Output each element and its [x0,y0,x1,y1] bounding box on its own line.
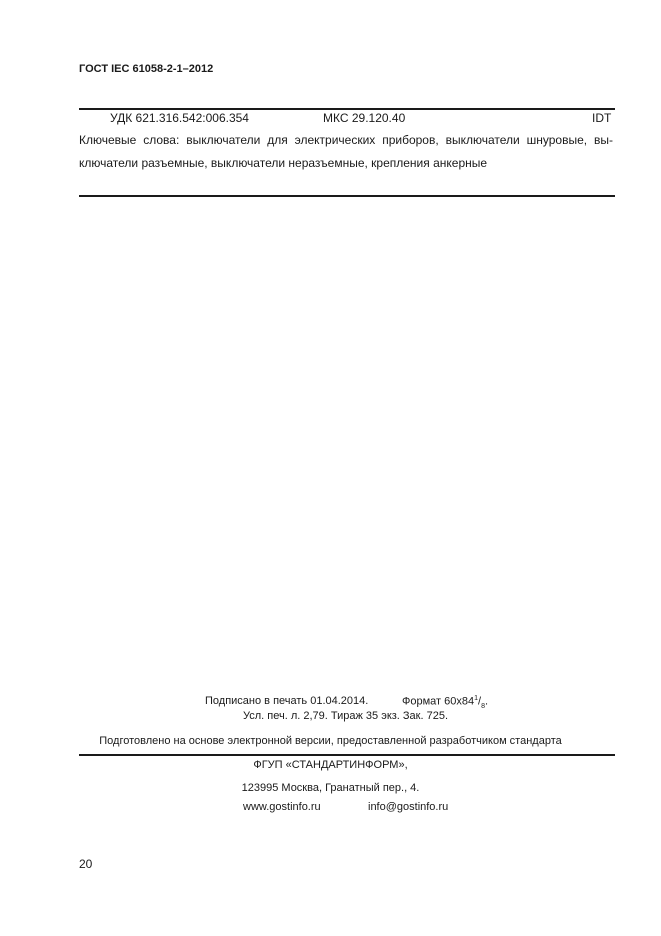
keywords-line-2: ключатели разъемные, выключатели неразъемные, крепления анкерные [79,156,488,170]
fraction-slash: / [478,695,482,708]
top-divider [79,108,615,110]
idt-code: IDT [592,111,612,125]
email-link[interactable]: info@gostinfo.ru [368,801,449,813]
udk-code: УДК 621.316.542:006.354 [110,111,249,125]
format-prefix: Формат 60x84 [402,695,475,708]
format-denominator: 8 [481,702,485,710]
imprint-divider [79,754,615,756]
mks-code: МКС 29.120.40 [323,111,406,125]
print-details: Усл. печ. л. 2,79. Тираж 35 экз. Зак. 725. [243,710,449,722]
website-link[interactable]: www.gostinfo.ru [243,801,321,813]
keywords-divider [79,195,615,197]
publisher-name: ФГУП «СТАНДАРТИНФОРМ», [253,759,408,771]
paper-format [402,695,488,710]
page-number: 20 [79,857,93,871]
publisher-address: 123995 Москва, Гранатный пер., 4. [241,782,420,794]
standard-code: ГОСТ IEC 61058-2-1–2012 [79,63,214,75]
keywords-line-1: Ключевые слова: выключатели для электрических приборов, выключатели шнуровые, вы- [79,133,613,147]
format-numerator: 1 [474,695,479,702]
signed-date: Подписано в печать 01.04.2014. [205,695,369,707]
format-suffix: . [484,695,489,708]
prepared-note: Подготовлено на основе электронной версии, предоставленной разработчиком стандарта [99,735,562,747]
